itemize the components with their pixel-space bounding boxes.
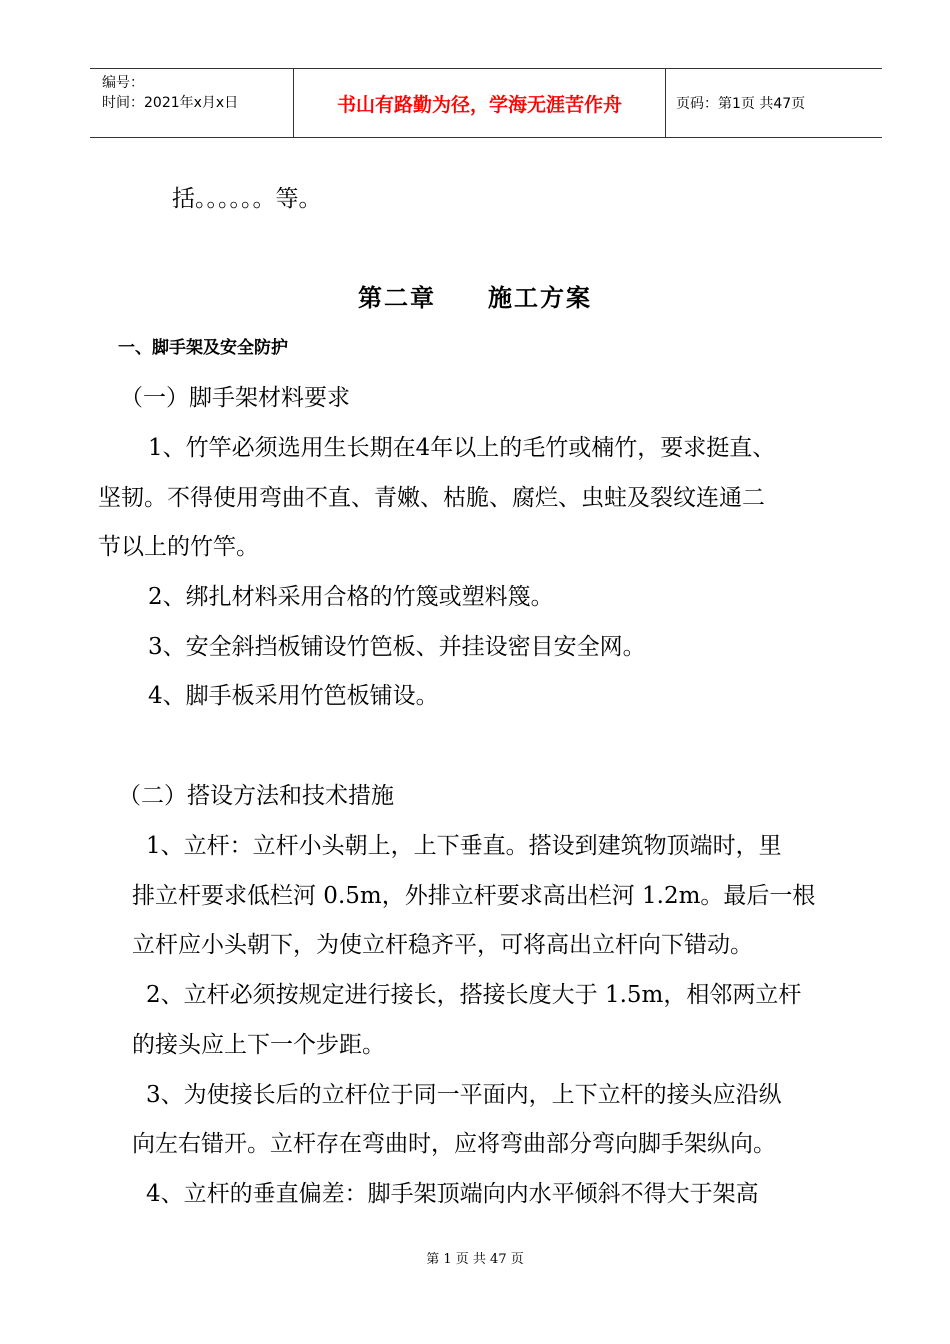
header-page-info: 页码：第1页 共47页 xyxy=(676,96,806,112)
sub2-item-1: 1、立杆：立杆小头朝上，上下垂直。搭设到建筑物顶端时，里 xyxy=(146,833,782,859)
chapter-heading xyxy=(0,278,950,313)
document-header xyxy=(90,68,882,138)
sub1-heading: （一）脚手架材料要求 xyxy=(120,385,350,411)
sub2-item-1-cont2: 立杆应小头朝下，为使立杆稳齐平，可将高出立杆向下错动。 xyxy=(132,932,753,958)
sub2-item-2-cont: 的接头应上下一个步距。 xyxy=(132,1032,385,1058)
chapter-title: 施工方案 xyxy=(488,284,592,312)
page-footer: 第 1 页 共 47 页 xyxy=(426,1252,524,1267)
sub1-item-1-cont2: 节以上的竹竿。 xyxy=(98,534,259,560)
header-motto: 书山有路勤为径，学海无涯苦作舟 xyxy=(293,69,666,137)
sub2-item-3: 3、为使接长后的立杆位于同一平面内，上下立杆的接头应沿纵 xyxy=(146,1082,782,1108)
sub2-item-1-cont: 排立杆要求低栏河 0.5m，外排立杆要求高出栏河 1.2m。最后一根 xyxy=(132,883,816,909)
time-label: 时间：2021年x月x日 xyxy=(102,95,239,111)
continuation-text: 括。。。。。。等。 xyxy=(172,186,322,212)
section-heading: 一、脚手架及安全防护 xyxy=(118,338,288,358)
sub1-item-3: 3、安全斜挡板铺设竹笆板、并挂设密目安全网。 xyxy=(148,634,646,660)
sub2-heading: （二）搭设方法和技术措施 xyxy=(118,783,394,809)
sub1-item-2: 2、绑扎材料采用合格的竹篾或塑料篾。 xyxy=(148,584,554,610)
number-label: 编号： xyxy=(102,75,144,91)
sub1-item-1-cont: 坚韧。不得使用弯曲不直、青嫩、枯脆、腐烂、虫蛀及裂纹连通二 xyxy=(98,485,765,511)
header-meta xyxy=(90,69,293,137)
sub2-item-4: 4、立杆的垂直偏差：脚手架顶端向内水平倾斜不得大于架高 xyxy=(146,1181,759,1207)
chapter-number: 第二章 xyxy=(358,284,436,312)
sub2-item-3-cont: 向左右错开。立杆存在弯曲时，应将弯曲部分弯向脚手架纵向。 xyxy=(132,1131,776,1157)
sub2-item-2: 2、立杆必须按规定进行接长，搭接长度大于 1.5m，相邻两立杆 xyxy=(146,982,802,1008)
sub1-item-1: 1、竹竿必须选用生长期在4年以上的毛竹或楠竹，要求挺直、 xyxy=(148,435,776,461)
sub1-item-4: 4、脚手板采用竹笆板铺设。 xyxy=(148,683,439,709)
